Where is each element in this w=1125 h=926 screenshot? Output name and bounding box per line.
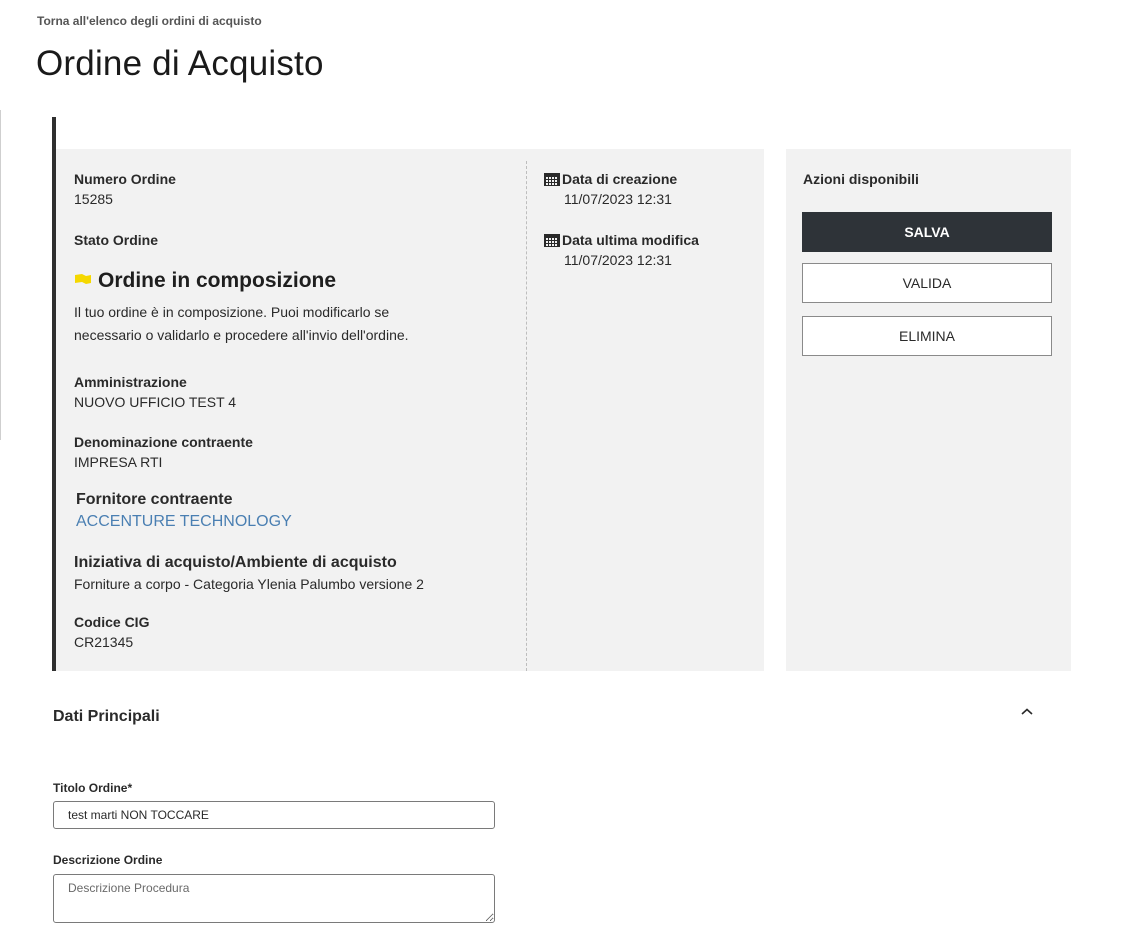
contractor-name-label: Denominazione contraente: [74, 434, 253, 450]
last-modified-field: [544, 231, 699, 271]
creation-date-field: [544, 170, 677, 210]
status-description-line-1: Il tuo ordine è in composizione. Puoi modificarlo se: [74, 304, 390, 320]
order-info-panel: [56, 149, 764, 671]
status-heading: [74, 269, 336, 293]
order-number-value: 15285: [74, 191, 113, 207]
cig-code-value: CR21345: [74, 634, 134, 650]
actions-title: Azioni disponibili: [803, 171, 919, 187]
order-description-label: Descrizione Ordine: [53, 853, 163, 867]
cig-code-field: [74, 613, 149, 653]
last-modified-value: 11/07/2023 12:31: [564, 252, 672, 268]
calendar-icon: [544, 172, 560, 186]
administration-field: [74, 373, 236, 413]
back-to-orders-link[interactable]: Torna all'elenco degli ordini di acquisto: [37, 14, 262, 28]
delete-button[interactable]: ELIMINA: [802, 316, 1052, 356]
creation-date-value: 11/07/2023 12:31: [564, 191, 672, 207]
contractor-name-value: IMPRESA RTI: [74, 454, 163, 470]
purchase-initiative-value: Forniture a corpo - Categoria Ylenia Palumbo versione 2: [74, 576, 424, 592]
status-description-line-2: necessario o validarlo e procedere all'invio dell'ordine.: [74, 327, 409, 343]
calendar-icon: [544, 233, 560, 247]
flag-icon: [74, 273, 92, 289]
column-divider: [526, 161, 527, 671]
supplier-field: [76, 490, 292, 534]
order-title-input[interactable]: [53, 801, 495, 829]
purchase-initiative-field: [74, 553, 424, 595]
purchase-initiative-label: Iniziativa di acquisto/Ambiente di acquisto: [74, 554, 397, 571]
supplier-label: Fornitore contraente: [76, 491, 233, 508]
administration-label: Amministrazione: [74, 374, 187, 390]
section-title-dati-principali: Dati Principali: [53, 708, 160, 725]
status-description: [74, 301, 494, 347]
order-number-label: Numero Ordine: [74, 171, 176, 187]
contractor-name-field: [74, 433, 253, 473]
order-status-label: Stato Ordine: [74, 232, 159, 248]
order-description-textarea[interactable]: [53, 874, 495, 923]
administration-value: NUOVO UFFICIO TEST 4: [74, 394, 237, 410]
last-modified-label: Data ultima modifica: [562, 232, 699, 248]
save-button[interactable]: SALVA: [802, 212, 1052, 252]
left-edge-divider: [0, 110, 1, 440]
status-title: Ordine in composizione: [98, 269, 337, 292]
chevron-up-icon[interactable]: [1020, 707, 1034, 717]
cig-code-label: Codice CIG: [74, 614, 150, 630]
order-status-field: [74, 231, 158, 249]
page-title: Ordine di Acquisto: [36, 44, 324, 83]
validate-button[interactable]: VALIDA: [802, 263, 1052, 303]
actions-panel: [786, 149, 1071, 671]
creation-date-label: Data di creazione: [562, 171, 678, 187]
order-number-field: [74, 170, 176, 210]
order-title-label: Titolo Ordine*: [53, 781, 133, 795]
supplier-link[interactable]: ACCENTURE TECHNOLOGY: [76, 513, 292, 530]
